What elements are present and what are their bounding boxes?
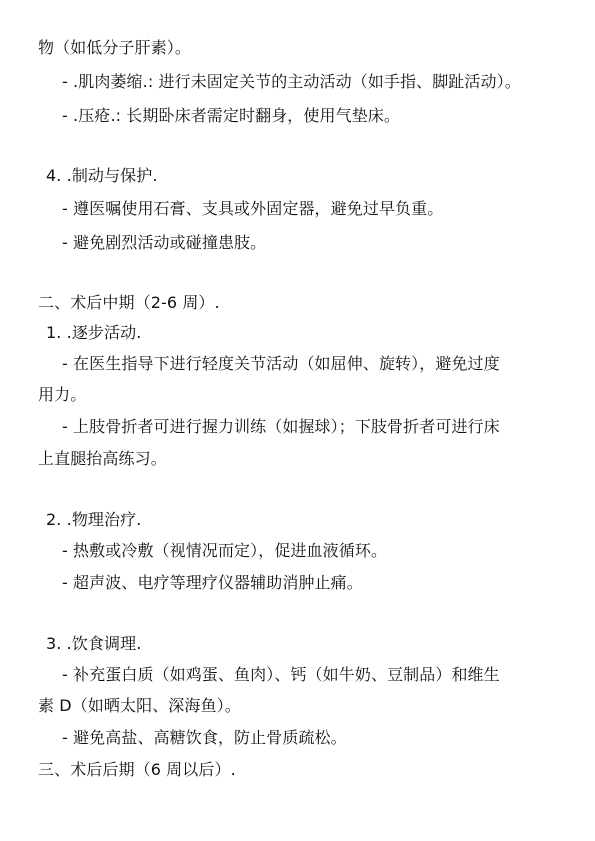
bullet-line: - 在医生指导下进行轻度关节活动（如屈伸、旋转），避免过度	[62, 354, 500, 373]
section-heading: 1. .逐步活动.	[46, 323, 142, 342]
bullet-line: - .压疮.: 长期卧床者需定时翻身，使用气垫床。	[62, 106, 401, 125]
bullet-line: - 上肢骨折者可进行握力训练（如握球）；下肢骨折者可进行床	[62, 417, 500, 436]
section-heading: 4. .制动与保护.	[46, 166, 158, 185]
text-line: 用力。	[38, 385, 87, 404]
text-line: 素 D（如晒太阳、深海鱼）。	[38, 696, 241, 715]
bullet-line: - 避免高盐、高糖饮食，防止骨质疏松。	[62, 728, 347, 747]
chapter-heading: 三、术后后期（6 周以后）.	[38, 760, 236, 779]
bullet-line: - 超声波、电疗等理疗仪器辅助消肿止痛。	[62, 573, 363, 592]
bullet-line: - .肌肉萎缩.: 进行未固定关节的主动活动（如手指、脚趾活动）。	[62, 72, 521, 91]
bullet-line: - 遵医嘱使用石膏、支具或外固定器，避免过早负重。	[62, 199, 444, 218]
section-heading: 3. .饮食调理.	[46, 634, 142, 653]
section-heading: 2. .物理治疗.	[46, 510, 142, 529]
chapter-heading: 二、术后中期（2-6 周）.	[38, 293, 220, 312]
bullet-line: - 补充蛋白质（如鸡蛋、鱼肉）、钙（如牛奶、豆制品）和维生	[62, 665, 500, 684]
bullet-line: - 热敷或冷敷（视情况而定），促进血液循环。	[62, 541, 388, 560]
text-line: 上直腿抬高练习。	[38, 449, 167, 468]
text-line: 物（如低分子肝素）。	[38, 38, 192, 57]
bullet-line: - 避免剧烈活动或碰撞患肢。	[62, 233, 267, 252]
